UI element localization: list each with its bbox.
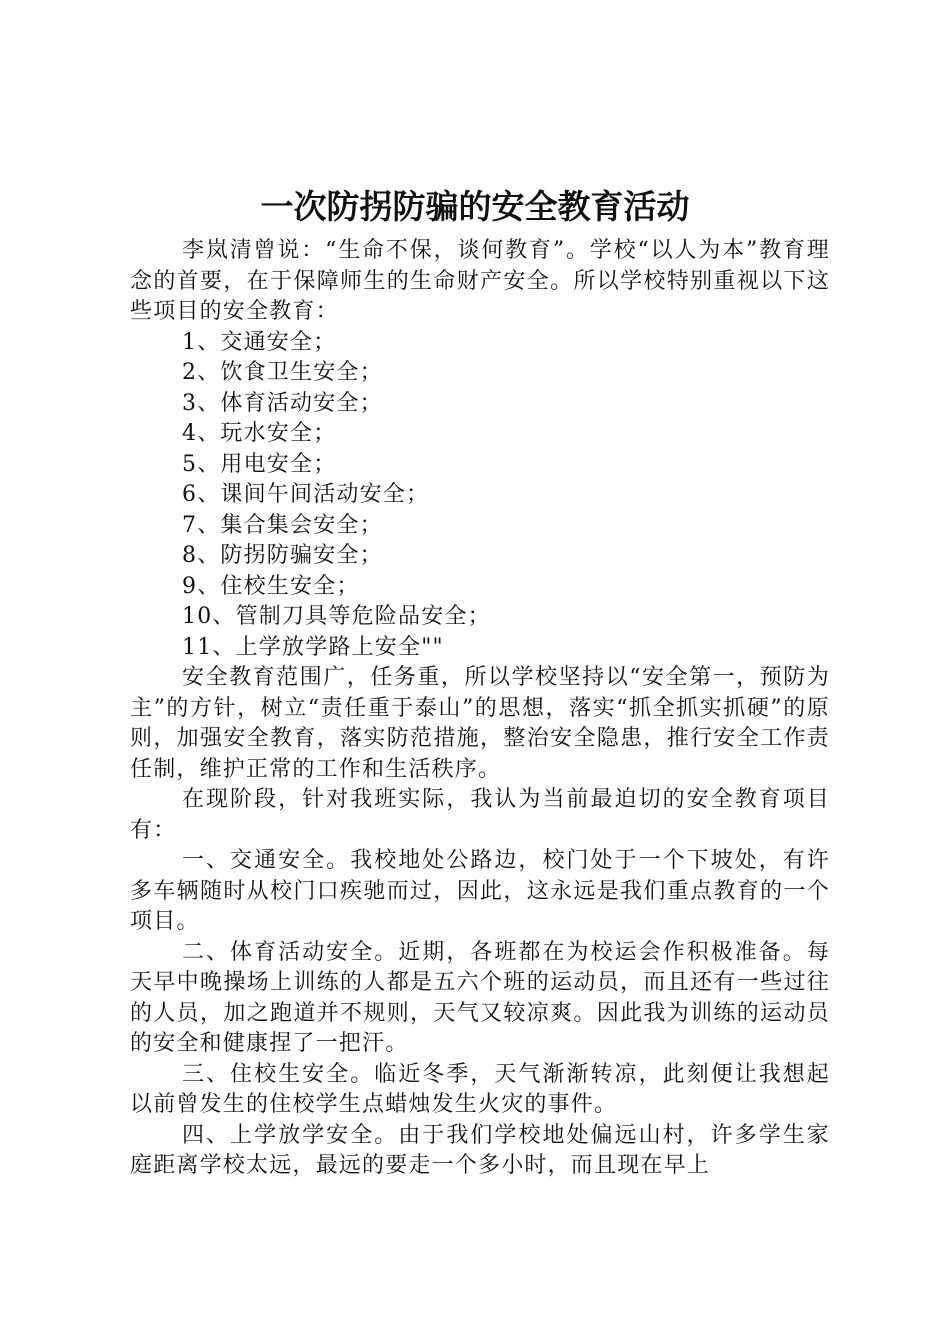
list-item: 11、上学放学路上安全"" (182, 634, 444, 660)
list-item: 4、玩水安全； (182, 421, 337, 446)
list-item: 9、住校生安全； (182, 573, 360, 599)
document-title: 一次防拐防骗的安全教育活动 (260, 187, 690, 226)
list-item: 5、用电安全； (182, 451, 337, 477)
list-item: 1、交通安全； (182, 329, 337, 355)
list-item: 6、课间午间活动安全； (182, 482, 430, 507)
list-item: 2、饮食卫生安全； (182, 360, 383, 385)
body-paragraph: 在现阶段，针对我班实际，我认为当前最迫切的安全教育项目有： (130, 787, 830, 843)
body-paragraph: 二、体育活动安全。近期，各班都在为校运会作积极准备。每天早中晚操场上训练的人都是五六个班的运动员，而且还有一些过往的人员，加之跑道并不规则，天气又较凉爽。因此我为训练的运动员的安全和健康捏了一把汗。 (130, 939, 830, 1056)
intro-paragraph: 李岚清曾说：“生命不保，谈何教育”。学校“以人为本”教育理念的首要，在于保障师生的生命财产安全。所以学校特别重视以下这些项目的安全教育： (130, 238, 830, 324)
body-paragraph: 安全教育范围广，任务重，所以学校坚持以“安全第一，预防为主”的方针，树立“责任重于泰山”的思想，落实“抓全抓实抓硬”的原则，加强安全教育，落实防范措施，整治安全隐患，推行安全工作责任制，维护正常的工作和生活秩序。 (130, 665, 830, 782)
list-item: 10、管制刀具等危险品安全； (182, 604, 491, 629)
list-item: 3、体育活动安全； (182, 390, 383, 416)
body-paragraph: 三、住校生安全。临近冬季，天气渐渐转凉，此刻便让我想起以前曾发生的住校学生点蜡烛发生火灾的事件。 (130, 1061, 830, 1117)
list-item: 7、集合集会安全； (182, 512, 383, 538)
list-item: 8、防拐防骗安全； (182, 543, 383, 568)
body-paragraph: 一、交通安全。我校地处公路边，校门处于一个下坡处，有许多车辆随时从校门口疾驰而过，因此，这永远是我们重点教育的一个项目。 (130, 848, 830, 934)
body-paragraph: 四、上学放学安全。由于我们学校地处偏远山村，许多学生家庭距离学校太远，最远的要走一个多小时，而且现在早上 (130, 1122, 830, 1178)
document-body (130, 236, 830, 1182)
